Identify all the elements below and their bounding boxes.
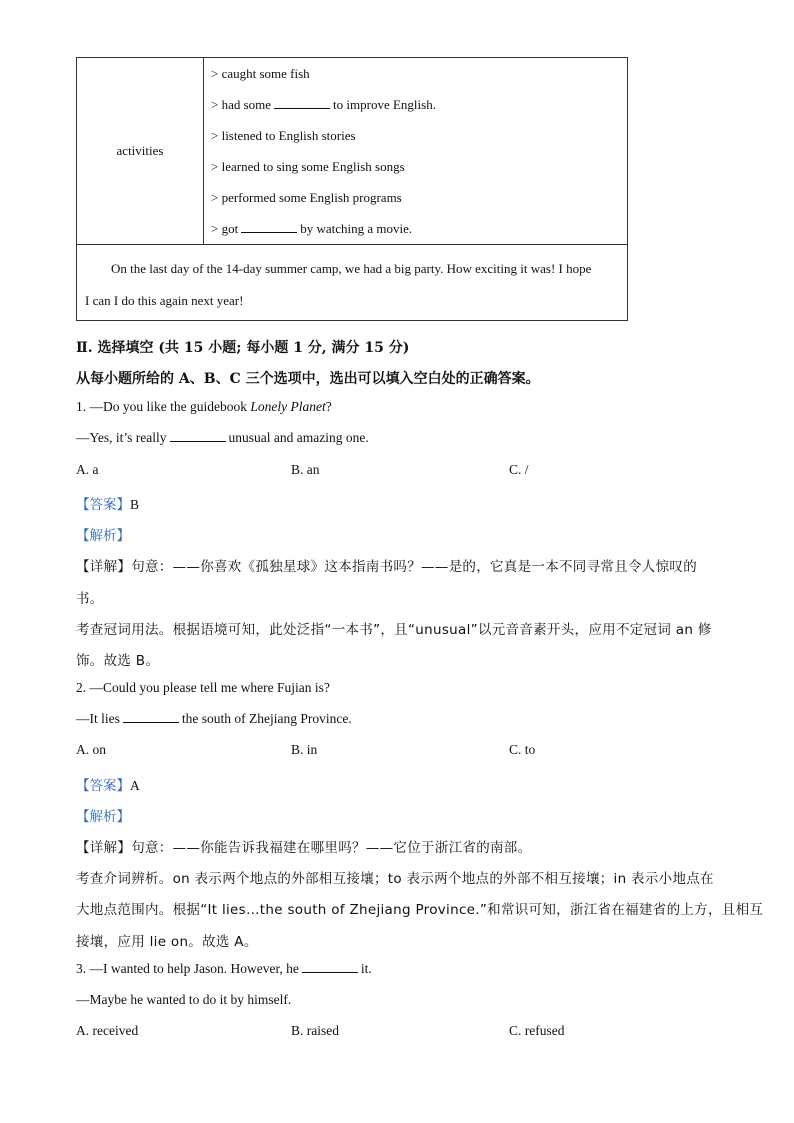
answer-blank: [123, 711, 179, 723]
q1-explanation-2: 饰。故选 B。: [76, 653, 160, 669]
q2-option-b: B. in: [291, 742, 318, 757]
section-instruction: 从每小题所给的 A、B、C 三个选项中，选出可以填入空白处的正确答案。: [76, 371, 540, 387]
question-3-stem: 3. —I wanted to help Jason. However, he it.: [76, 961, 372, 976]
q1-option-b: B. an: [291, 462, 320, 477]
question-2-reply: —It lies the south of Zhejiang Province.: [76, 711, 352, 726]
answer-blank: [241, 221, 297, 233]
q1-option-a: A. a: [76, 462, 99, 477]
activity-item: > learned to sing some English songs: [211, 159, 405, 174]
summary-row: [77, 245, 628, 321]
question-2-stem: 2. —Could you please tell me where Fujian is?: [76, 680, 330, 695]
q2-option-c: C. to: [509, 742, 536, 757]
activities-label: activities: [77, 58, 204, 245]
q2-analysis-tag: 【解析】: [76, 809, 130, 825]
q1-option-c: C. /: [509, 462, 529, 477]
q3-option-c: C. refused: [509, 1023, 565, 1038]
question-1-reply: —Yes, it’s really unusual and amazing one.: [76, 430, 369, 445]
activity-item: > got by watching a movie.: [211, 221, 413, 236]
section-title: Ⅱ. 选择填空 (共 15 小题; 每小题 1 分, 满分 15 分): [76, 340, 410, 356]
q2-detail: 【详解】句意：——你能告诉我福建在哪里吗？——它位于浙江省的南部。: [76, 840, 532, 856]
q2-answer: 【答案】A: [76, 778, 140, 794]
answer-blank: [274, 97, 330, 109]
answer-blank: [170, 430, 226, 442]
question-3-reply: —Maybe he wanted to do it by himself.: [76, 992, 292, 1007]
q3-option-a: A. received: [76, 1023, 139, 1038]
activity-item: > caught some fish: [211, 66, 310, 81]
activity-item: > had some to improve English.: [211, 97, 436, 112]
q3-option-b: B. raised: [291, 1023, 339, 1038]
q1-detail: 【详解】句意：——你喜欢《孤独星球》这本指南书吗？——是的，它真是一本不同寻常且令人惊叹的: [76, 559, 698, 575]
q1-detail-cont: 书。: [76, 591, 104, 607]
activity-item: > performed some English programs: [211, 190, 402, 205]
question-1-stem: 1. —Do you like the guidebook Lonely Planet?: [76, 399, 332, 414]
q2-explanation-2: 大地点范围内。根据“It lies…the south of Zhejiang Province.”和常识可知，浙江省在福建省的上方，且相互: [76, 902, 764, 918]
q1-analysis-tag: 【解析】: [76, 528, 130, 544]
book-title: Lonely Planet: [250, 399, 326, 414]
camp-notes-table: [76, 57, 628, 321]
activities-list: [204, 58, 628, 245]
activities-row: [77, 58, 628, 245]
activity-item: > listened to English stories: [211, 128, 356, 143]
q2-option-a: A. on: [76, 742, 106, 757]
q2-explanation-3: 接壤，应用 lie on。故选 A。: [76, 934, 258, 950]
q1-answer: 【答案】B: [76, 497, 140, 513]
summary-paragraph: On the last day of the 14-day summer camp, we had a big party. How exciting it was! I hope I can I do this again next year!: [77, 245, 628, 321]
q1-explanation-1: 考查冠词用法。根据语境可知，此处泛指“一本书”，且“unusual”以元音音素开头，应用不定冠词 an 修: [76, 622, 712, 638]
q2-explanation-1: 考查介词辨析。on 表示两个地点的外部相互接壤；to 表示两个地点的外部不相互接壤；in 表示小地点在: [76, 871, 714, 887]
answer-blank: [302, 961, 358, 973]
